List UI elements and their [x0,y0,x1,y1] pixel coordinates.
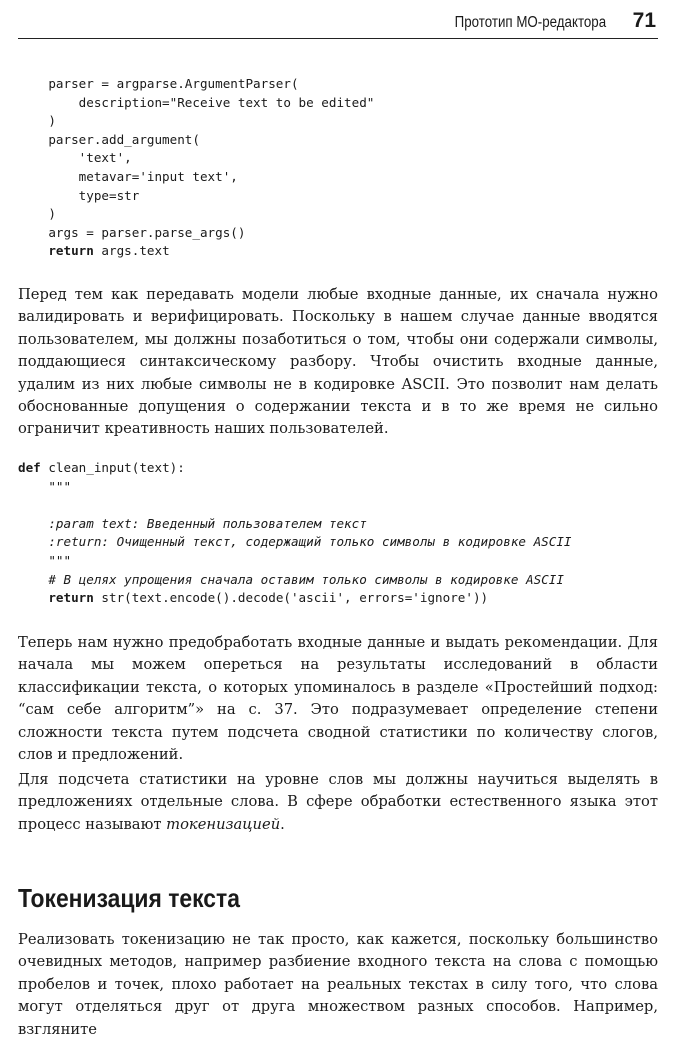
code-keyword: return [48,590,94,606]
code-line: ) [18,206,56,222]
code-keyword: return [48,243,94,259]
code-line: ) [18,113,56,129]
code-block-argparse [18,75,374,261]
code-line: """ [18,478,72,494]
code-block-clean-input [18,459,572,608]
code-line-return: return args.text [48,243,170,259]
paragraph-preprocessing: Теперь нам нужно предобработать входные данные и выдать рекомендации. Для начала мы можем опереться на результаты исследований в области классификации текста, о которых упоминалось в разделе «Простейший подход: “сам себе алгоритм”» на с. 37. Это подразумевает определение степени сложности текста путем подсчета сводной статистики по количеству слогов, слов и предложений. [18,634,658,764]
running-title: Прототип МО-редактора [454,14,606,31]
code-line: args = parser.parse_args() [18,224,246,240]
running-header [18,6,658,39]
code-line-docstring-return: :return: Очищенный текст, содержащий только символы в кодировке ASCII [18,534,572,550]
page-number: 71 [632,9,656,32]
code-line: """ [18,552,72,568]
code-line-docstring-param: :param text: Введенный пользователем текст [18,515,367,531]
code-line: parser = argparse.ArgumentParser( [18,76,299,91]
code-line-def: def clean_input(text): [18,460,185,475]
code-keyword: def [18,460,41,475]
code-line-return: return str(text.encode().decode('ascii', errors='ignore')) [48,590,489,606]
code-line: parser.add_argument( [18,131,200,147]
code-line: description="Receive text to be edited" [18,94,375,110]
code-line-blank [18,496,572,515]
code-line: metavar='input text', [18,168,238,184]
code-line: 'text', [18,150,132,166]
code-line: type=str [18,187,140,203]
paragraph-tokenization-intro: Для подсчета статистики на уровне слов мы должны научиться выделять в предложениях отдельные слова. В сфере обработки естественного языка этот процесс называют токенизацией. [18,771,658,833]
section-heading: Токенизация текста [18,883,240,913]
code-line-comment: # В целях упрощения сначала оставим только символы в кодировке ASCII [18,571,564,587]
paragraph-tokenization: Реализовать токенизацию не так просто, как кажется, поскольку большинство очевидных методов, например разбиение входного текста на слова с помощью пробелов и точек, плохо работает на реальных текстах в силу того, что слова могут отделяться друг от друга множеством разных способов. Например, взгляните [18,931,658,1038]
term-tokenization: токенизацией [166,815,281,833]
paragraph-validation: Перед тем как передавать модели любые входные данные, их сначала нужно валидировать и верифицировать. Поскольку в нашем случае данные вводятся пользователем, мы должны позаботиться о том, чтобы они содержали символы, поддающиеся синтаксическому разбору. Чтобы очистить входные данные, удалим из них любые символы не в кодировке ASCII. Это позволит нам делать обоснованные допущения о содержании текста и в то же время не сильно ограничит креативность наших пользователей. [18,286,658,438]
